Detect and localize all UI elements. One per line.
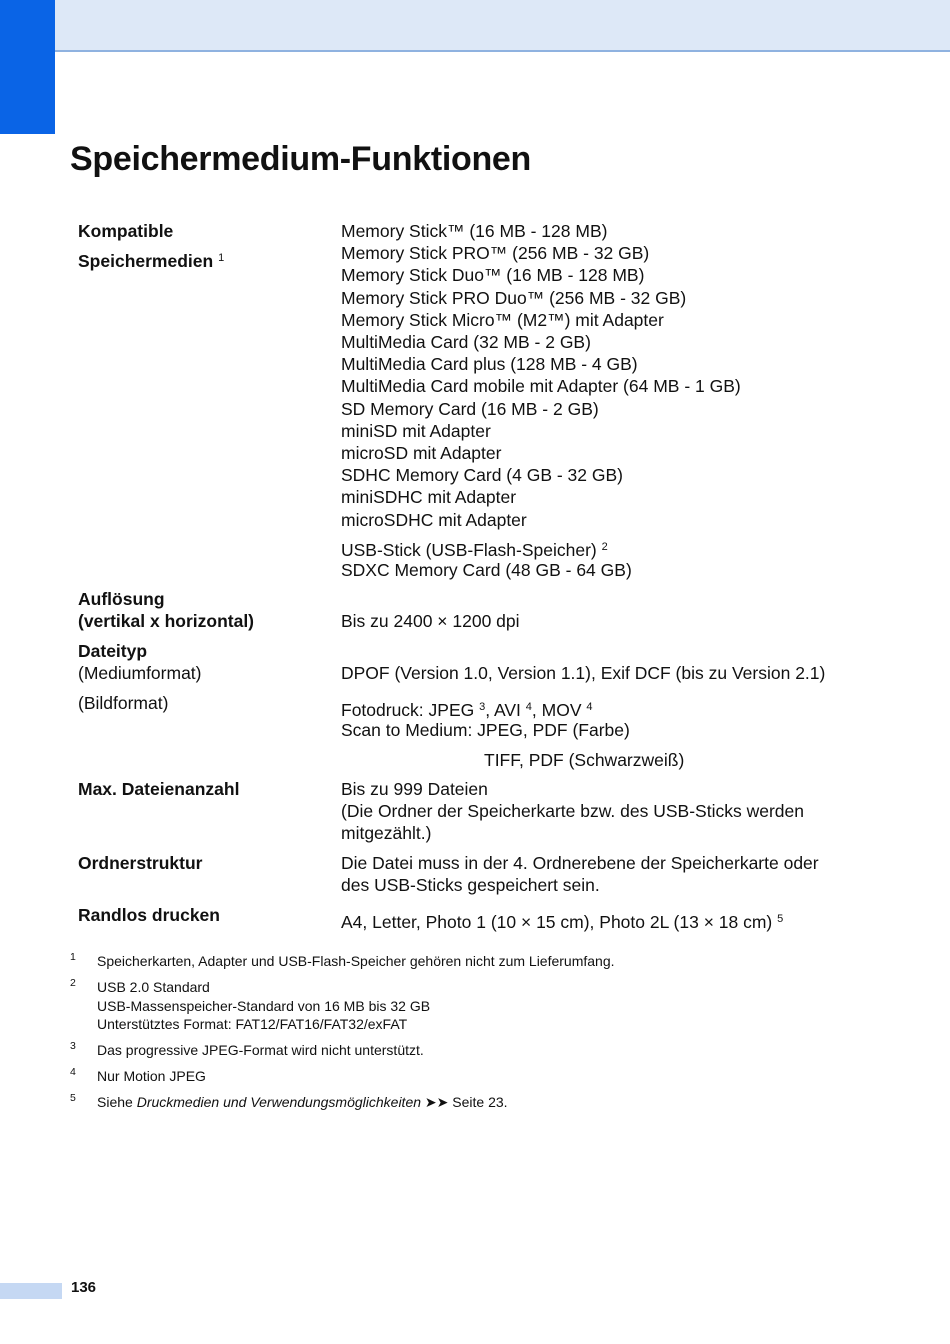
resolution-value: Bis zu 2400 × 1200 dpi (341, 611, 520, 631)
media-list-item: SD Memory Card (16 MB - 2 GB) (341, 398, 599, 419)
footnote-ref-5: 5 (777, 913, 784, 925)
double-arrow-icon: ➤➤ (424, 1094, 449, 1110)
scan-bw-formats: TIFF, PDF (Schwarzweiß) (484, 750, 685, 770)
media-list (341, 220, 741, 531)
footnote-ref-4b: 4 (586, 701, 593, 713)
footnote-line: Nur Motion JPEG (97, 1068, 206, 1084)
resolution-label-line-2: (vertikal x horizontal) (78, 611, 255, 631)
media-format-value: DPOF (Version 1.0, Version 1.1), Exif DCF (bis zu Version 2.1) (341, 663, 826, 683)
resolution-label-line-1: Auflösung (78, 589, 165, 609)
image-format-label: (Bildformat) (78, 693, 169, 713)
scan-to-medium-formats: Scan to Medium: JPEG, PDF (Farbe) (341, 720, 630, 740)
page-number: 136 (71, 1279, 97, 1296)
media-list-item: Memory Stick PRO Duo™ (256 MB - 32 GB) (341, 287, 687, 308)
media-list-item: miniSD mit Adapter (341, 420, 491, 441)
header-band (0, 0, 950, 52)
media-list-item: MultiMedia Card plus (128 MB - 4 GB) (341, 354, 638, 375)
media-list-item: microSDHC mit Adapter (341, 509, 527, 530)
footnote-line: Das progressive JPEG-Format wird nicht unterstützt. (97, 1042, 424, 1058)
max-files-label: Max. Dateienanzahl (78, 779, 240, 799)
footnote-line: Speicherkarten, Adapter und USB-Flash-Speicher gehören nicht zum Lieferumfang. (97, 953, 615, 969)
media-label-line-1: Kompatible (78, 221, 174, 241)
sdxc-item: SDXC Memory Card (48 GB - 64 GB) (341, 560, 632, 580)
footnote-number: 4 (70, 1066, 76, 1078)
chapter-tab-block (0, 0, 55, 134)
max-files-value: Bis zu 999 Dateien (Die Ordner der Speicherkarte bzw. des USB-Sticks werden mitgezählt.) (341, 779, 804, 844)
footnote-line: USB-Massenspeicher-Standard von 16 MB bis 32 GB (97, 997, 431, 1014)
media-list-item: MultiMedia Card (32 MB - 2 GB) (341, 332, 591, 353)
borderless-label: Randlos drucken (78, 905, 220, 925)
footnote-ref-3: 3 (479, 701, 486, 713)
media-list-item: Memory Stick PRO™ (256 MB - 32 GB) (341, 243, 650, 264)
footnote-line: Unterstütztes Format: FAT12/FAT16/FAT32/exFAT (97, 1016, 408, 1032)
footnote-ref-4a: 4 (525, 701, 532, 713)
footnote-number: 2 (70, 977, 76, 989)
borderless-value: A4, Letter, Photo 1 (10 × 15 cm), Photo 2L (13 × 18 cm) $^5$ (341, 912, 784, 932)
footnote-line: USB 2.0 Standard (97, 979, 210, 995)
media-list-item: MultiMedia Card mobile mit Adapter (64 MB - 1 GB) (341, 376, 741, 397)
media-label-line-2: Speichermedien $^1$ (78, 251, 225, 271)
footnote-ref-1: 1 (218, 252, 225, 264)
footnote-number: 1 (70, 951, 76, 963)
footnote-number: 3 (70, 1040, 76, 1052)
media-list-item: Memory Stick Duo™ (16 MB - 128 MB) (341, 265, 645, 286)
media-list-item: microSD mit Adapter (341, 443, 502, 464)
folder-label: Ordnerstruktur (78, 853, 203, 873)
media-list-item: miniSDHC mit Adapter (341, 487, 517, 508)
folder-value: Die Datei muss in der 4. Ordnerebene der Speicherkarte oder des USB-Sticks gespeichert sein. (341, 853, 819, 896)
media-list-item: Memory Stick™ (16 MB - 128 MB) (341, 221, 608, 241)
cross-reference-link[interactable]: Druckmedien und Verwendungsmöglichkeiten (136, 1094, 422, 1110)
photo-print-formats: Fotodruck: JPEG $^3$, AVI $^4$, MOV $^4$ (341, 700, 593, 720)
media-list-item: Memory Stick Micro™ (M2™) mit Adapter (341, 309, 664, 330)
usb-item: USB-Stick (USB-Flash-Speicher) $^2$ (341, 540, 608, 560)
footnote-ref-2: 2 (601, 541, 608, 553)
media-list-item: SDHC Memory Card (4 GB - 32 GB) (341, 465, 623, 486)
filetype-label: Dateityp (78, 641, 148, 661)
page-number-bar (0, 1283, 62, 1299)
media-format-label: (Mediumformat) (78, 663, 202, 683)
page-title: Speichermedium-Funktionen (70, 140, 531, 178)
